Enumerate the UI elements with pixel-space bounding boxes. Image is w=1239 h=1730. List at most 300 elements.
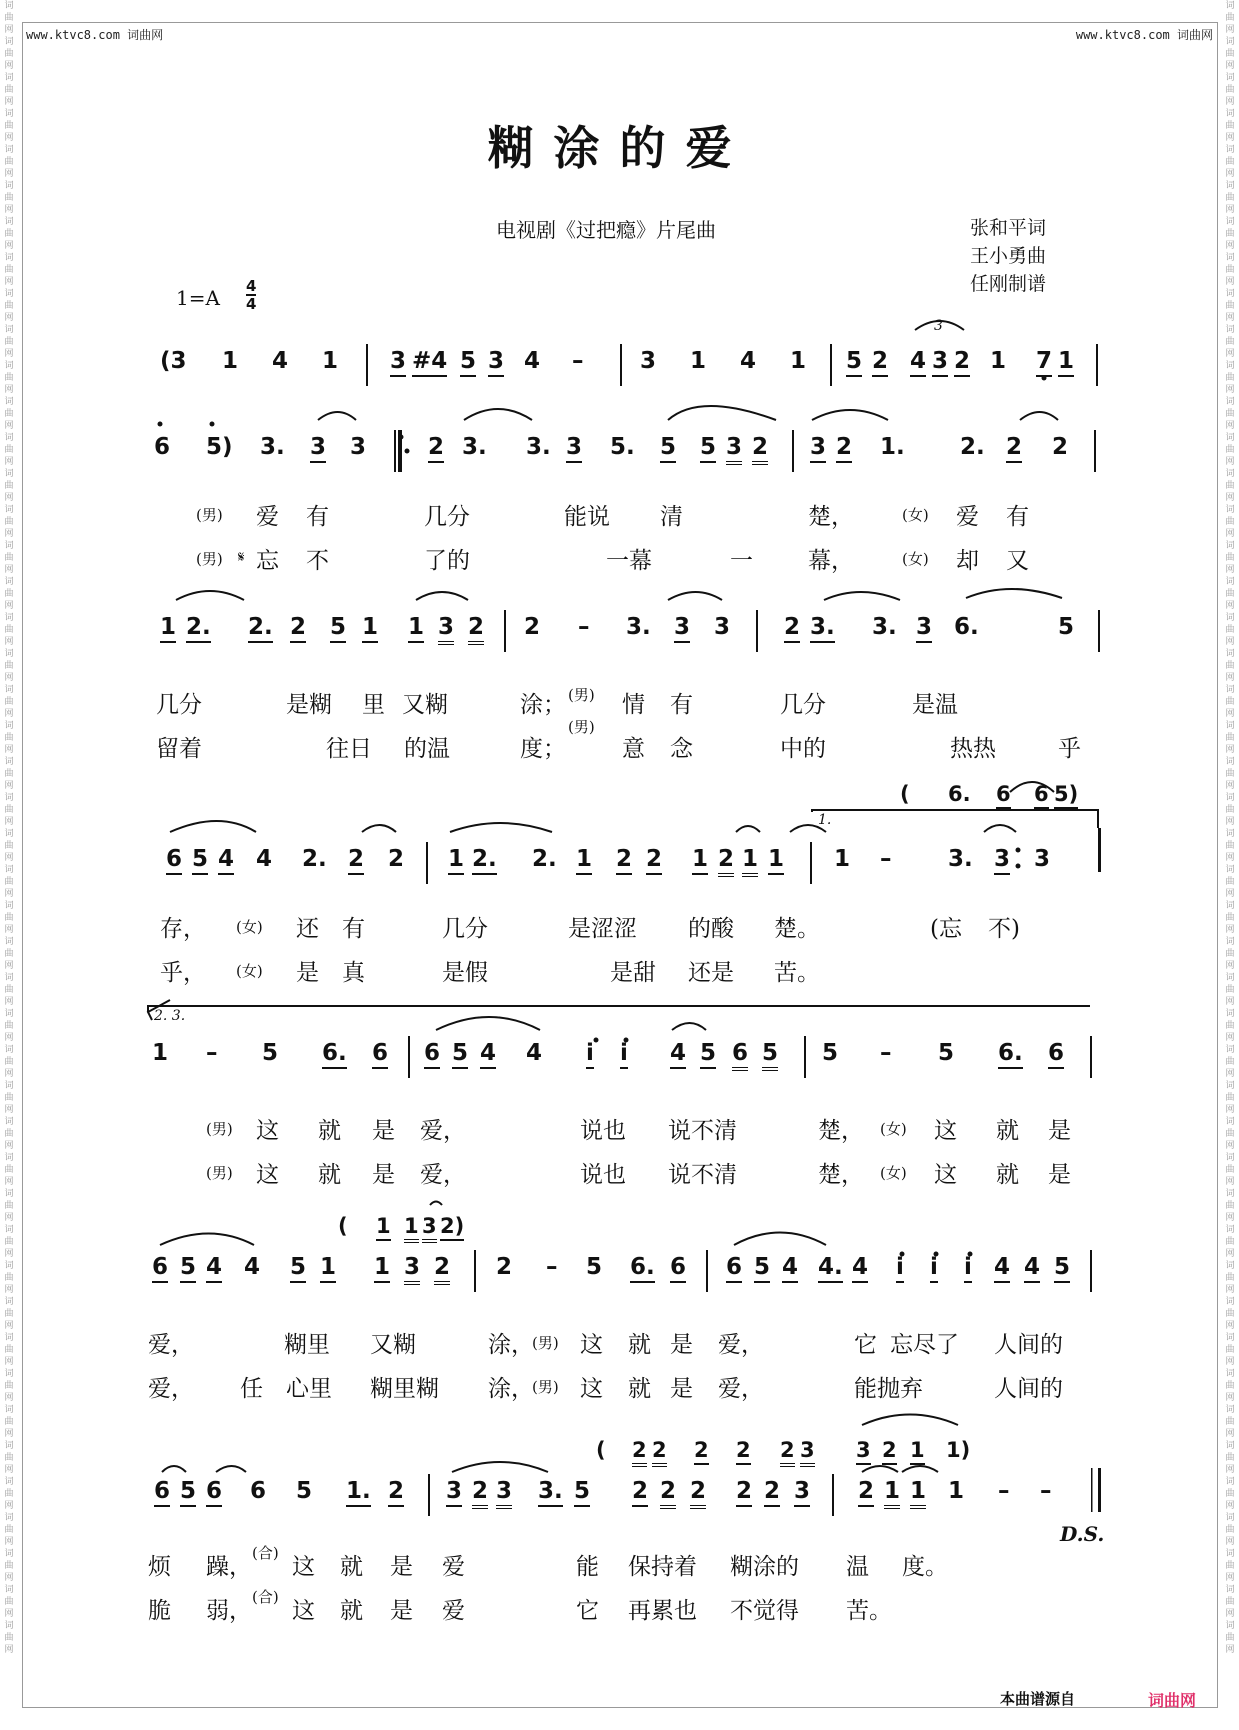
lyric: 度。 [902, 1554, 948, 1580]
note: 5 [452, 1040, 468, 1069]
note: 5 [700, 1040, 716, 1069]
note: i [620, 1040, 628, 1069]
note: 5 [938, 1040, 955, 1066]
lyric: 清 [660, 504, 683, 530]
lyric: 是涩涩 [568, 916, 637, 942]
note: 1 [222, 348, 239, 374]
lyric-part-tag: (合) [252, 1544, 279, 1562]
note: 5 [262, 1040, 279, 1066]
note: 3 [390, 348, 406, 377]
note: – [572, 348, 584, 374]
note: 2 [290, 614, 306, 643]
lyric: 烦 [148, 1554, 171, 1580]
lyric: 念 [670, 736, 693, 762]
note: 2 [468, 614, 484, 645]
barline [394, 430, 396, 472]
lyric-part-tag: (男) [206, 1164, 233, 1182]
note: 2 [388, 1478, 404, 1507]
lyric: 还 [296, 916, 319, 942]
note: 1 [152, 1040, 169, 1066]
lyric: 它 [576, 1598, 599, 1624]
note: 3. [538, 1478, 563, 1507]
lyric-part-tag: (女) [902, 550, 929, 568]
note: 1 [160, 614, 176, 643]
lyric: 有 [1006, 504, 1029, 530]
barline [426, 842, 428, 884]
barline [408, 1036, 410, 1078]
notation-line-6 [0, 1250, 1239, 1292]
note: 3 [726, 434, 742, 465]
note: 2 [858, 1478, 874, 1507]
lyric: 不 [306, 548, 329, 574]
lyric: 有 [306, 504, 329, 530]
barline [620, 344, 622, 386]
lyric: 是 [670, 1332, 693, 1358]
lyric: 这 [256, 1162, 279, 1188]
note: 2. [472, 846, 497, 875]
composer: 王小勇曲 [970, 245, 1047, 267]
lyricist: 张和平词 [970, 217, 1047, 239]
lyric: 再累也 [628, 1598, 697, 1624]
note: 4 [218, 846, 234, 875]
barline [792, 430, 794, 472]
lyric: 的温 [404, 736, 450, 762]
note: 2 [616, 846, 632, 875]
lyric: 几分 [442, 916, 488, 942]
note: 2 [872, 348, 888, 377]
lyric: 里 [362, 692, 385, 718]
note: 5 [586, 1254, 603, 1280]
note: 6 [166, 846, 182, 875]
lyric: 这 [580, 1376, 603, 1402]
lyric: 度； [520, 736, 566, 762]
note: 3. [810, 614, 835, 643]
lyric: 爱， [718, 1376, 764, 1402]
lyric: 几分 [156, 692, 202, 718]
note: 1 [376, 1214, 391, 1241]
barline [756, 610, 758, 652]
lyric: 说不清 [668, 1118, 737, 1144]
lyric: 楚， [818, 1118, 864, 1144]
lyric: 这 [934, 1118, 957, 1144]
lyric: 是 [372, 1162, 395, 1188]
lyric: 就 [628, 1376, 651, 1402]
lyric: 留着 [156, 736, 202, 762]
note: 2. [532, 846, 557, 872]
note: 3. [462, 434, 487, 460]
barline [804, 1036, 806, 1078]
lyric: 情 [622, 692, 645, 718]
note: 5. [610, 434, 635, 460]
lyric: 又 [1006, 548, 1029, 574]
note: 6 [250, 1478, 267, 1504]
lyric: 乎， [160, 960, 206, 986]
lyric: 保持着 [628, 1554, 697, 1580]
lyric: 爱， [148, 1332, 194, 1358]
lyric: 任 [240, 1376, 263, 1402]
lyric-part-tag: (男) [196, 550, 223, 568]
note: 6 [1034, 782, 1049, 809]
lyric: 存， [160, 916, 206, 942]
note: 3 [916, 614, 932, 643]
lyric: 爱 [256, 504, 279, 530]
note: 6 [152, 1254, 168, 1283]
note: 2 [752, 434, 768, 465]
lyric: 就 [996, 1162, 1019, 1188]
note: 6. [954, 614, 979, 640]
note: 2 [524, 614, 541, 640]
note: 2 [632, 1478, 648, 1507]
lyric: (忘 [930, 916, 962, 942]
note: 2 [690, 1478, 706, 1509]
lyric: 就 [318, 1162, 341, 1188]
lyric: 这 [256, 1118, 279, 1144]
note: – [1040, 1478, 1052, 1504]
note: 4 [1024, 1254, 1040, 1283]
lyric: 又糊 [370, 1332, 416, 1358]
lyric: 是假 [442, 960, 488, 986]
lyric: 能抛弃 [854, 1376, 923, 1402]
lyric: 这 [580, 1332, 603, 1358]
barline [1090, 1036, 1092, 1078]
note: 7 [1036, 348, 1052, 377]
note: 4 [740, 348, 757, 374]
lyric: 能 [576, 1554, 599, 1580]
note: 4 [244, 1254, 261, 1280]
barline [504, 610, 506, 652]
note: 4 [994, 1254, 1010, 1283]
note: 1 [910, 1478, 926, 1509]
note: 4 [206, 1254, 222, 1283]
barline [1098, 610, 1100, 652]
note: 3 [404, 1254, 420, 1285]
note: i [930, 1254, 938, 1283]
note: 2 [388, 846, 405, 872]
lyric: 一 [730, 548, 753, 574]
note: 5 [296, 1478, 313, 1504]
note: i [586, 1040, 594, 1069]
note: – [880, 846, 892, 872]
note: 2 [718, 846, 734, 877]
lyric: 不) [988, 916, 1020, 942]
note: 5 [660, 434, 676, 463]
note: 4 [910, 348, 926, 377]
lyric-part-tag: (男) [568, 718, 595, 736]
barline [832, 1474, 834, 1516]
note: 2. [960, 434, 985, 460]
lyric: 却 [956, 548, 979, 574]
note: 2 [764, 1478, 780, 1507]
note: 1 [768, 846, 784, 875]
note: 3 [932, 348, 948, 377]
note: 1 [948, 1478, 965, 1504]
lyric: 躁， [206, 1554, 252, 1580]
lyric: 是 [1048, 1162, 1071, 1188]
note: 3 [438, 614, 454, 645]
barline [474, 1250, 476, 1292]
note: ( [900, 782, 910, 806]
note: 3 [446, 1478, 462, 1507]
lyric: 中的 [780, 736, 826, 762]
lyric: 涂， [488, 1376, 534, 1402]
lyric: 忘 [256, 548, 279, 574]
note: 5 [290, 1254, 306, 1283]
lyric: 说不清 [668, 1162, 737, 1188]
lyric: 就 [340, 1554, 363, 1580]
note: 6 [670, 1254, 686, 1283]
note: 5 [762, 1040, 778, 1071]
note: ( [338, 1214, 348, 1238]
note: 6. [322, 1040, 347, 1069]
note: 2 [736, 1438, 751, 1465]
note: 3. [948, 846, 973, 872]
note: 4 [272, 348, 289, 374]
lyric: 脆 [148, 1598, 171, 1624]
note: #4 [412, 348, 447, 377]
note: 1 [990, 348, 1007, 374]
note: 2 [954, 348, 970, 377]
site-url-right[interactable]: www.ktvc8.com 词曲网 [1075, 28, 1213, 42]
barline [1090, 1250, 1092, 1292]
lyric: 糊涂的 [730, 1554, 799, 1580]
note: 1 [692, 846, 708, 875]
note: 3 [310, 434, 326, 463]
lyric: 说也 [580, 1162, 626, 1188]
note: 2 [496, 1254, 513, 1280]
barline [706, 1250, 708, 1292]
lyric: 是 [372, 1118, 395, 1144]
note: 1 [320, 1254, 336, 1283]
site-url-left[interactable]: www.ktvc8.com 词曲网 [26, 28, 164, 42]
lyric: 爱 [956, 504, 979, 530]
note: 1 [834, 846, 851, 872]
lyric: 就 [996, 1118, 1019, 1144]
note: 2 [652, 1438, 667, 1467]
note: 2. [248, 614, 273, 643]
lyric: 涂， [488, 1332, 534, 1358]
note: 1 [884, 1478, 900, 1509]
lyric: 温 [846, 1554, 869, 1580]
lyric: 的酸 [688, 916, 734, 942]
note: 2 [882, 1438, 897, 1465]
lyric: 爱 [442, 1598, 465, 1624]
lyric: 这 [934, 1162, 957, 1188]
note: 5 [460, 348, 476, 377]
lyric: 是 [296, 960, 319, 986]
second-ending-label: 2. 3. [154, 1008, 186, 1024]
footer-source-label: 本曲谱源自 [1000, 1690, 1076, 1708]
note: 1 [790, 348, 807, 374]
lyric: 能说 [564, 504, 610, 530]
note: 4 [852, 1254, 868, 1283]
note: 3 [856, 1438, 871, 1465]
note: 1 [690, 348, 707, 374]
song-subtitle: 电视剧《过把瘾》片尾曲 [496, 218, 716, 242]
note: 4 [782, 1254, 798, 1283]
lyric: 是 [390, 1598, 413, 1624]
lyric: 忘尽了 [890, 1332, 959, 1358]
note: 4 [524, 348, 541, 374]
note: 3 [794, 1478, 810, 1507]
note: 6 [1048, 1040, 1064, 1069]
note: 4 [480, 1040, 496, 1069]
note: 1 [374, 1254, 390, 1283]
lyric: 涂； [520, 692, 566, 718]
lyric: 这 [292, 1554, 315, 1580]
lyric: 糊里糊 [370, 1376, 439, 1402]
note: 6. [630, 1254, 655, 1283]
note: 5 [754, 1254, 770, 1283]
note: 6 [206, 1478, 222, 1507]
arranger: 任刚制谱 [970, 273, 1047, 295]
note: 2 [428, 434, 444, 463]
note: 2 [1052, 434, 1069, 460]
note: 1) [946, 1438, 971, 1462]
lyric: 爱 [442, 1554, 465, 1580]
barline [1096, 344, 1098, 386]
lyric: 是 [1048, 1118, 1071, 1144]
footer-source-link[interactable]: 词曲网 [1148, 1691, 1197, 1710]
lyric: 不觉得 [730, 1598, 799, 1624]
note: 6 [154, 1478, 170, 1507]
watermark-right-strip: 词曲网词曲网词曲网词曲网词曲网词曲网词曲网词曲网词曲网词曲网词曲网词曲网词曲网词曲网词曲网词曲网词曲网词曲网词曲网词曲网词曲网词曲网词曲网词曲网词曲网词曲网词曲网词曲网词曲网词曲网词曲网词曲网词曲网词曲网词曲网词曲网词曲网词曲网词曲网词曲网词曲网词曲网词曲网词曲网词曲网词曲网 [1225, 1, 1235, 1655]
lyric-part-tag: (女) [236, 918, 263, 936]
note: 5 [700, 434, 716, 463]
note: 5 [1054, 1254, 1070, 1283]
lyric: 一幕 [606, 548, 652, 574]
lyric: 楚， [808, 504, 854, 530]
note: 5 [192, 846, 208, 875]
notation-line-2 [0, 430, 1239, 472]
lyric-part-tag: (男) [532, 1378, 559, 1396]
lyric-part-tag: (男) [206, 1120, 233, 1138]
lyric: 爱， [420, 1162, 466, 1188]
lyric: 这 [292, 1598, 315, 1624]
lyric-part-tag: (女) [902, 506, 929, 524]
note: 2 [348, 846, 364, 875]
note: 3 [422, 1214, 437, 1243]
lyric: 是糊 [286, 692, 332, 718]
note: 1 [1058, 348, 1074, 377]
note: 6 [424, 1040, 440, 1069]
note: 2 [660, 1478, 676, 1509]
lyric-part-tag: (男) [532, 1334, 559, 1352]
note: – [578, 614, 590, 640]
note: 2) [440, 1214, 464, 1241]
note: 5 [180, 1478, 196, 1507]
note: 1 [910, 1438, 925, 1465]
lyric: 苦。 [774, 960, 820, 986]
note: 1 [362, 614, 378, 643]
lyric: 人间的 [994, 1332, 1063, 1358]
lyric: 幕， [808, 548, 854, 574]
barline [830, 344, 832, 386]
note: 1 [742, 846, 758, 877]
note: 6 [154, 434, 171, 460]
lyric: 有 [670, 692, 693, 718]
lyric: 爱， [718, 1332, 764, 1358]
lyric: 楚， [818, 1162, 864, 1188]
note: 4 [256, 846, 273, 872]
note: 2 [632, 1438, 647, 1467]
note: 2 [1006, 434, 1022, 463]
note: 1 [576, 846, 592, 875]
notation-line-1 [0, 344, 1239, 386]
lyric-part-tag: (合) [252, 1588, 279, 1606]
note: 3. [872, 614, 897, 640]
note: 2. [302, 846, 327, 872]
note: (3 [160, 348, 187, 374]
note: 6. [998, 1040, 1023, 1069]
note: 3 [994, 846, 1010, 875]
lyric-part-tag: (男) [568, 686, 595, 704]
segno-icon: 𝄋 [238, 548, 245, 566]
lyric: 乎 [1058, 736, 1081, 762]
note: i [896, 1254, 904, 1283]
lyric: 是温 [912, 692, 958, 718]
lyric: 是 [670, 1376, 693, 1402]
note: 5) [206, 434, 233, 460]
note: – [998, 1478, 1010, 1504]
key-signature: 1=A [176, 286, 220, 310]
lyric-part-tag: (男) [196, 506, 223, 524]
note: 2 [780, 1438, 795, 1467]
lyric: 就 [628, 1332, 651, 1358]
note: 2 [472, 1478, 488, 1509]
notation-line-4 [0, 842, 1239, 884]
note: 3 [350, 434, 367, 460]
lyric: 是 [390, 1554, 413, 1580]
notation-line-3 [0, 610, 1239, 652]
lyric: 苦。 [846, 1598, 892, 1624]
note: 6 [726, 1254, 742, 1283]
note: 3 [810, 434, 826, 463]
lyric: 往日 [326, 736, 372, 762]
lyric: 它 [854, 1332, 877, 1358]
time-signature-bottom: 4 [246, 295, 257, 313]
note: 5 [180, 1254, 196, 1283]
song-title: 糊涂的爱 [487, 121, 752, 175]
lyric: 爱， [148, 1376, 194, 1402]
watermark-left-strip: 词曲网词曲网词曲网词曲网词曲网词曲网词曲网词曲网词曲网词曲网词曲网词曲网词曲网词曲网词曲网词曲网词曲网词曲网词曲网词曲网词曲网词曲网词曲网词曲网词曲网词曲网词曲网词曲网词曲网词曲网词曲网词曲网词曲网词曲网词曲网词曲网词曲网词曲网词曲网词曲网词曲网词曲网词曲网词曲网词曲网词曲网 [4, 1, 14, 1655]
note: 1 [404, 1214, 419, 1243]
note: ( [596, 1438, 606, 1462]
lyric: 几分 [780, 692, 826, 718]
note: 3 [800, 1438, 815, 1467]
note: 6. [948, 782, 971, 806]
lyric-part-tag: (女) [880, 1120, 907, 1138]
barline [428, 1474, 430, 1516]
note: 3. [526, 434, 551, 460]
note: 3 [640, 348, 657, 374]
first-ending-label: 1. [818, 812, 832, 828]
note: 3 [488, 348, 504, 377]
note: 4 [526, 1040, 543, 1066]
lyric: 就 [340, 1598, 363, 1624]
note: 2 [434, 1254, 450, 1285]
note: 3. [626, 614, 651, 640]
lyric: 真 [342, 960, 365, 986]
note: 5 [1058, 614, 1075, 640]
note: 4. [818, 1254, 843, 1283]
note: 6 [996, 782, 1011, 809]
note: 5) [1054, 782, 1078, 809]
lyric: 了的 [424, 548, 470, 574]
lyric: 又糊 [402, 692, 448, 718]
barline [398, 430, 402, 472]
note: 3 [674, 614, 690, 643]
lyric-part-tag: (女) [880, 1164, 907, 1182]
